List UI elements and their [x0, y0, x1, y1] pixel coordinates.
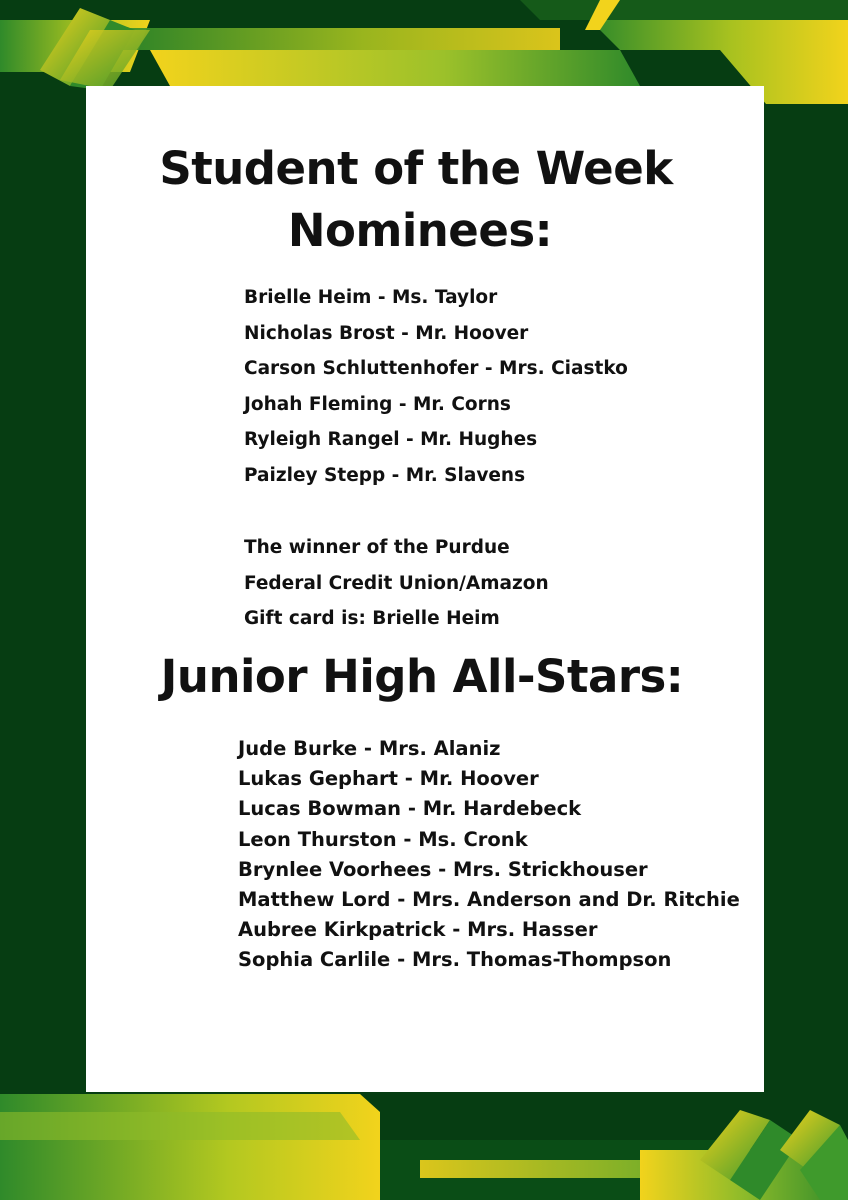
- allstars-list: [238, 736, 740, 978]
- list-item: Ryleigh Rangel - Mr. Hughes: [244, 429, 538, 451]
- list-item: Carson Schluttenhofer - Mrs. Ciastko: [244, 358, 628, 380]
- winner-line: Federal Credit Union/Amazon: [244, 572, 549, 594]
- list-item: Leon Thurston - Ms. Cronk: [238, 827, 528, 851]
- nominees-heading-line2: Nominees:: [287, 204, 553, 257]
- list-item: Matthew Lord - Mrs. Anderson and Dr. Ritchie: [238, 887, 740, 911]
- nominees-heading: [0, 140, 848, 260]
- list-item: Lucas Bowman - Mr. Hardebeck: [238, 797, 582, 821]
- list-item: Paizley Stepp - Mr. Slavens: [244, 464, 526, 486]
- list-item: Brielle Heim - Ms. Taylor: [244, 287, 498, 308]
- list-item: Aubree Kirkpatrick - Mrs. Hasser: [238, 918, 598, 942]
- list-item: Sophia Carlile - Mrs. Thomas-Thompson: [238, 948, 672, 972]
- list-item: Brynlee Voorhees - Mrs. Strickhouser: [238, 857, 648, 881]
- list-item: Jude Burke - Mrs. Alaniz: [238, 737, 501, 760]
- list-item: Lukas Gephart - Mr. Hoover: [238, 767, 539, 791]
- list-item: Johah Fleming - Mr. Corns: [244, 393, 511, 415]
- winner-line: Gift card is: Brielle Heim: [244, 608, 500, 630]
- nominees-heading-line1: Student of the Week: [159, 142, 673, 195]
- winner-announcement: [244, 535, 549, 642]
- list-item: Nicholas Brost - Mr. Hoover: [244, 322, 529, 344]
- winner-line: The winner of the Purdue: [244, 537, 510, 558]
- nominees-list: [244, 285, 628, 499]
- allstars-heading: Junior High All-Stars:: [160, 650, 684, 703]
